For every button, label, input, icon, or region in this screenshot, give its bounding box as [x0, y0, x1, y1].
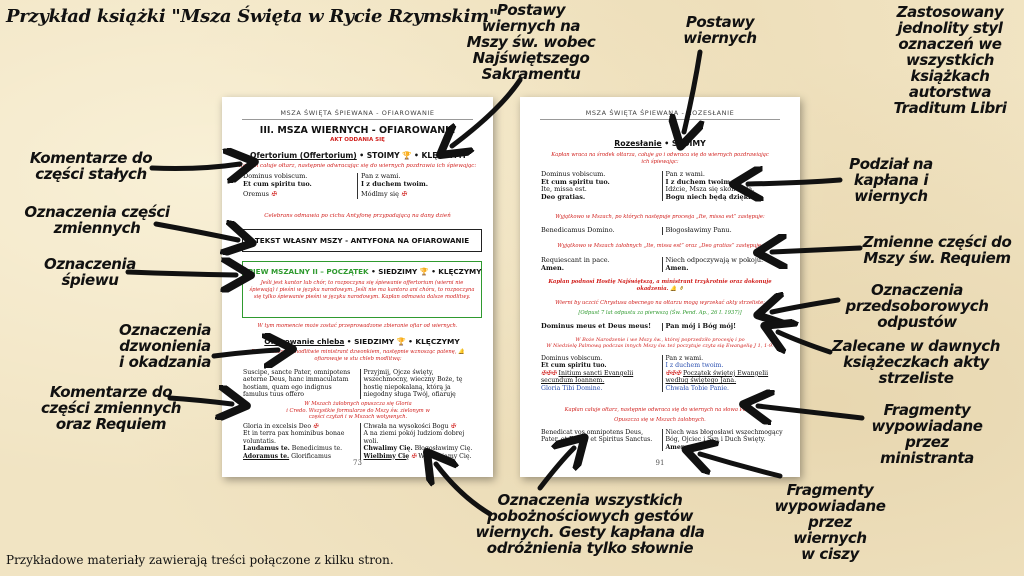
cross-icon: ✠	[313, 423, 319, 430]
ann-ps-2: Mszy św. wobec	[466, 33, 596, 51]
chant-rubric-line2: śpiewają) i pieśni w języku narodowym. Jeśli nie ma kantora ani chóru, to rozpoczyna	[249, 286, 475, 293]
glorificamus-text: Glorificamus	[291, 452, 332, 460]
dominus-polish: Pan z wami.	[361, 172, 401, 180]
ann-fw-2: przez wiernych	[793, 513, 867, 547]
laudamus-text: Laudamus te.	[243, 445, 290, 453]
cross-icon: ✠	[271, 190, 277, 199]
ann-za-2: strzeliste	[878, 369, 954, 387]
offertorium-label: Ofertorium (Offertorium)	[250, 151, 357, 160]
amen-latin: Amen.	[541, 263, 565, 272]
right-header-rule	[540, 119, 780, 120]
requiem-dismissal-rubric: Wyjątkowo w Mszach żałobnych „Ite, missa est” oraz „Deo gratias” zastępuje:	[557, 243, 763, 249]
spiritu-latin-r: Et cum spiritu tuo.	[541, 177, 610, 186]
ann-fw-1: wypowiadane	[774, 497, 886, 515]
right-book-page	[520, 97, 800, 477]
bread-offering-label: Ofiarowanie chleba	[264, 337, 345, 346]
bread-posture-kneel: • KLĘCZYMY	[408, 337, 460, 346]
requiescant-dialogue	[538, 257, 786, 272]
right-page-header: MSZA ŚWIĘTA ŚPIEWANA - ROZESŁANIE	[585, 109, 735, 117]
dismissal-rubric	[530, 152, 790, 165]
ann-ps-1: wiernych na	[481, 17, 581, 35]
ite-polish: Idźcie, Msza się skończyła.	[665, 185, 755, 194]
spiritu-latin: Et cum spiritu tuo.	[243, 179, 312, 188]
collection-rubric: W tym momencie może zostać przeprowadzone zbieranie ofiar od wiernych.	[257, 323, 458, 329]
oremus-latin: Oremus	[243, 190, 269, 199]
chwala-tobie-polish: Chwała Tobie Panie.	[665, 384, 729, 392]
ann-fw-0: Fragmenty	[786, 481, 874, 499]
ann-z-2: oznaczeń we	[898, 35, 1002, 53]
ann-fw-3: w ciszy	[801, 545, 859, 563]
rozeslanie-label: Rozesłanie	[614, 139, 662, 148]
slide-title: Przykład książki "Msza Święta w Rycie Rzymskim"	[6, 6, 498, 27]
ann-z-6: Traditum Libri	[893, 99, 1007, 117]
ann-pw-1: wiernych	[683, 29, 757, 47]
adoramus-text: Adoramus te.	[243, 452, 290, 460]
benedicamus-polish: Błogosławimy Panu.	[665, 226, 732, 234]
chwala-polish: Chwała na wysokości Bogu	[363, 423, 449, 430]
cross-icon: ✠	[450, 423, 456, 430]
ann-pw-0: Postawy	[685, 13, 755, 31]
annotation-komentarze-stalych	[26, 150, 156, 182]
amen-polish: Amen.	[665, 263, 689, 272]
blogoslawimy-text: Błogosławimy Cię.	[414, 445, 473, 453]
annotation-zmienne-requiem	[852, 234, 1022, 266]
ann-z-1: jednolity styl	[897, 19, 1003, 37]
last-gospel-dialogue	[538, 355, 786, 392]
gloria-latin-2: Et in terra pax hominibus bonae voluntatis.	[243, 430, 345, 445]
bell-rubric-line2: ofiarowuje w stu chleb modlitwą:	[314, 355, 402, 362]
left-page-header: MSZA ŚWIĘTA ŚPIEWANA - OFIAROWANIE	[280, 109, 435, 117]
rozeslanie-heading	[520, 139, 800, 148]
gospel-rubric-line1: W Boże Narodzenie i we Mszy św., której poprzedziło procesję i po	[575, 337, 745, 343]
offertorium-posture-kneel: • KLĘCZYMY	[414, 151, 468, 160]
chant-heading	[242, 267, 482, 276]
dominus2-polish: Pan z wami.	[665, 355, 704, 362]
dismissal-rubric-line2: ich śpiewając:	[641, 158, 679, 165]
ann-oz-1: zmiennych	[53, 219, 141, 237]
przyjmij-polish: Przyjmij, Ojcze święty, wszechmocny, wieczny Boże, tę hostię niepokalaną, którą ja niegodny sługa Twój, ofiaruję	[363, 369, 463, 399]
annotation-komentarze-zmiennych	[36, 384, 186, 432]
benedicamus-latin: Benedicamus Domino.	[538, 227, 663, 235]
requiem-rubric-line3: części czytań i w Mszach wotywnych.	[308, 414, 408, 421]
ann-pr-2: odpustów	[877, 313, 957, 331]
requiem-omit-rubric: Opuszcza się w Mszach żałobnych.	[614, 417, 706, 423]
elevation-rubric	[532, 279, 788, 293]
blessing-rubric: Kapłan całuje ołtarz, następnie odwraca się do wiernych na słowa Pater:	[564, 407, 756, 413]
arrow-oznaczenia-spiewu	[128, 272, 236, 275]
ann-od-1: dzwonienia	[119, 337, 211, 355]
dominus2-latin: Dominus vobiscum.	[541, 355, 603, 362]
blessing-dialogue	[538, 429, 786, 451]
ann-pd-1: kapłana i	[853, 171, 929, 189]
ejaculation-dialogue	[538, 323, 786, 331]
ann-z-3: wszystkich	[905, 51, 995, 69]
ann-za-1: książeczkach akty	[843, 353, 989, 371]
left-page-number: 73	[353, 459, 362, 467]
offertorium-rubric: Kapłan całuje ołtarz, następnie odwracając się do wiernych pozdrawia ich śpiewając:	[238, 163, 477, 169]
ann-ks-1: części stałych	[35, 165, 147, 183]
chant-posture-kneel: • KLĘCZYMY	[431, 267, 482, 276]
ann-os-0: Oznaczenia	[43, 255, 137, 273]
wyslawiamy-text: Wysławiamy Cię.	[418, 452, 472, 460]
cross-icon: ✠✠✠	[665, 369, 682, 377]
chwalimy-text: Chwalimy Cię.	[363, 445, 413, 453]
benedicamus-dialogue	[538, 227, 786, 235]
deo-polish: Bogu niech będą dzięki.	[665, 192, 753, 201]
annotation-postawy-sakrament	[456, 2, 606, 82]
bread-offering-heading	[242, 337, 482, 346]
ann-z-5: autorstwa	[908, 83, 992, 101]
offertorium-heading	[250, 151, 467, 160]
ann-ps-0: Postawy	[496, 1, 566, 19]
ann-oz-0: Oznaczenia części	[24, 203, 170, 221]
ann-od-2: i okadzania	[119, 353, 211, 371]
ann-pd-0: Podział na	[849, 155, 933, 173]
bell-rubric-line1: Po zakończonej modlitwie ministrant dzwonkiem, następnie wznosząc patenę,	[251, 349, 457, 355]
censer-icon: ⚱	[678, 285, 684, 292]
ann-pr-0: Oznaczenia	[870, 281, 964, 299]
dominus-latin: Dominus vobiscum.	[243, 172, 308, 180]
ann-g-2: wiernych. Gesty kapłana dla	[475, 523, 705, 541]
requiem-rubric	[242, 401, 474, 421]
chant-rubric-line3: się tylko śpiewanie pieśni w języku narodowym. Kapłan odmawia dalsze modlitwy.	[253, 293, 471, 300]
annotation-fragmenty-wiernych	[770, 482, 890, 562]
annotation-fragmenty-ministranta	[852, 402, 1002, 466]
gospel-rubric-line2: W Niedzielę Palmową podczas innych Mszy św. też poczytuje czyta się Ewangelię J 1, 1-9.	[546, 343, 774, 350]
gospel-rubric	[530, 337, 790, 350]
chant-title: ŚPIEW MSZALNY II – POCZĄTEK	[242, 267, 369, 276]
ann-za-0: Zalecane w dawnych	[831, 337, 1001, 355]
annotation-dzwonienia	[110, 322, 220, 370]
initium-polish: Początek świętej Ewangelii według świętego Jana.	[665, 369, 769, 385]
ejaculation-rubric: Wierni by uczcić Chrystusa obecnego na ołtarzu mogą wyrzekać akty strzeliste:	[555, 300, 765, 306]
ann-ps-4: Sakramentu	[481, 65, 581, 83]
gloria-tibi-latin: Gloria Tibi Domine.	[541, 384, 603, 392]
annotation-oznaczenia-zmiennych	[22, 204, 172, 236]
bread-posture-sit: • SIEDZIMY	[346, 337, 395, 346]
ann-kz-1: części zmiennych	[41, 399, 181, 417]
left-section-subtitle: AKT ODDANIA SIĘ	[330, 137, 385, 143]
oremus-polish: Módlmy się	[361, 190, 399, 199]
ann-pd-2: wiernych	[854, 187, 928, 205]
left-section-title: III. MSZA WIERNYCH - OFIAROWANIE	[259, 125, 456, 136]
dominus-polish-r: Pan z wami.	[665, 170, 705, 178]
ann-ps-3: Najświętszego	[472, 49, 590, 67]
annotation-oznaczenia-spiewu	[40, 256, 140, 288]
pan-moj-polish: Pan mój i Bóg mój!	[665, 322, 737, 330]
bell-icon: 🔔	[458, 349, 465, 355]
ite-latin: Ite, missa est.	[541, 185, 587, 194]
left-header-rule	[242, 119, 473, 120]
bell-icon: 🔔	[670, 285, 677, 292]
right-page-number: 91	[655, 459, 665, 467]
amen2-polish: Amen.	[665, 443, 688, 451]
ann-os-1: śpiewu	[61, 271, 119, 289]
ann-z-4: książkach	[910, 67, 990, 85]
chant-rubric	[246, 280, 478, 300]
ann-fm-0: Fragmenty	[883, 401, 971, 419]
annotation-zalecane	[826, 338, 1006, 386]
annotation-przedsoborowe	[842, 282, 992, 330]
ann-g-0: Oznaczenia wszystkich	[497, 491, 683, 509]
left-book-page	[222, 97, 493, 477]
dismissal-dialogue	[538, 171, 786, 201]
suscipe-prayer	[240, 369, 480, 399]
cross-icon: ✠	[401, 190, 407, 199]
ann-fm-2: ministranta	[880, 449, 974, 467]
spiritu2-polish: I z duchem twoim.	[665, 362, 724, 370]
wielbimy-text: Wielbimy Cię	[363, 452, 410, 460]
rozeslanie-posture: • STOIMY	[664, 139, 706, 148]
ann-g-1: pobożnościowych gestów	[487, 507, 693, 525]
chalice-icon: 🏆	[396, 337, 406, 346]
bell-rubric	[238, 349, 478, 363]
cross-icon: ✠✠✠	[541, 369, 557, 377]
spiritu2-latin: Et cum spiritu tuo.	[541, 362, 607, 370]
deo-latin: Deo gratias.	[541, 192, 586, 201]
ann-pr-1: przedsoborowych	[845, 297, 989, 315]
dominus-latin-r: Dominus vobiscum.	[541, 170, 606, 178]
indulgence-note: [Odpust 7 lat odpustu za pierwszą (Św. Pend. Ap., 26 I. 1937)]	[578, 310, 742, 316]
benedicat-latin: Benedicat vos omnipotens Deus, Pater, et Filius, et Spiritus Sanctus.	[538, 429, 663, 451]
suscipe-latin: Suscipe, sancte Pater, omnipotens aeterne Deus, hanc immaculatam hostiam, quam ego indignus famulus tuus offero	[240, 369, 361, 399]
procession-rubric: Wyjątkowo w Mszach, po których następuje procesja „Ite, missa est” zastępuje:	[555, 214, 765, 220]
chwala-polish-2: A na ziemi pokój ludziom dobrej woli.	[363, 430, 465, 445]
gloria-latin: Gloria in excelsis Deo	[243, 423, 312, 430]
initium-latin: Initium sancti Evangelii secundum Ioannem.	[541, 369, 634, 385]
requiescant-polish: Niech odpoczywają w pokoju.	[665, 256, 764, 264]
annotation-zastosowany	[880, 4, 1020, 116]
ann-zr-1: Mszy św. Requiem	[863, 249, 1011, 267]
niech-polish: Niech was błogosławi wszechmogący Bóg, Ojciec i Syn i Duch Święty.	[665, 429, 783, 444]
ann-z-0: Zastosowany	[896, 3, 1004, 21]
gloria-prayer	[240, 423, 480, 460]
ann-kz-0: Komentarze do	[49, 383, 173, 401]
ann-zr-0: Zmienne części do	[862, 233, 1012, 251]
annotation-gesty	[470, 492, 710, 556]
offertorium-dialogue	[240, 173, 475, 199]
requiem-rubric-line2: i Credo. Wszystkie formularze do Mszy św. zielonym w	[286, 407, 430, 414]
requiem-rubric-line1: W Mszach żałobnych opuszcza się Gloria	[304, 401, 412, 407]
ann-g-3: odróżnienia tylko słownie	[486, 539, 694, 557]
benedicimus-text: Benedicimus te.	[291, 445, 343, 453]
dominus-meus-latin: Dominus meus et Deus meus!	[538, 323, 663, 331]
dismissal-rubric-line1: Kapłan wraca na środek ołtarza, całuje go i odwraca się do wiernych pozdrawiając	[551, 152, 769, 158]
elevation-rubric-text: Kapłan podnosi Hostię Najświętszą, a ministrant trzykrotnie oraz dokonuje okadzenia.	[548, 279, 772, 292]
chalice-icon: 🏆	[419, 267, 429, 276]
spiritu-polish: I z duchem twoim.	[361, 179, 429, 188]
chalice-icon: 🏆	[402, 151, 412, 160]
annotation-podzial	[836, 156, 946, 204]
offertorium-posture-stand: • STOIMY	[359, 151, 400, 160]
spiritu-polish-r: I z duchem twoim.	[665, 177, 733, 186]
ann-kz-2: oraz Requiem	[55, 415, 167, 433]
ann-ks-0: Komentarze do	[29, 149, 153, 167]
requiescant-latin: Requiescant in pace.	[541, 256, 610, 264]
slide-footer: Przykładowe materiały zawierają treści połączone z kilku stron.	[6, 553, 394, 567]
ann-od-0: Oznaczenia	[118, 321, 212, 339]
annotation-postawy-wiernych	[670, 14, 770, 46]
proper-text-box: TEKST WŁASNY MSZY - ANTYFONA NA OFIAROWANIE	[242, 229, 482, 252]
chant-rubric-line1: Jeśli jest kantor lub chór, to rozpoczyna się śpiewanie offertorium (wierni nie	[260, 280, 464, 286]
chant-posture-sit: • SIEDZIMY	[371, 267, 418, 276]
antiphon-rubric: Celebrans odmawia po cichu Antyfonę przypadającą na dany dzień	[264, 213, 451, 219]
ann-fm-1: wypowiadane przez	[871, 417, 983, 451]
cross-icon: ✠	[411, 452, 417, 460]
